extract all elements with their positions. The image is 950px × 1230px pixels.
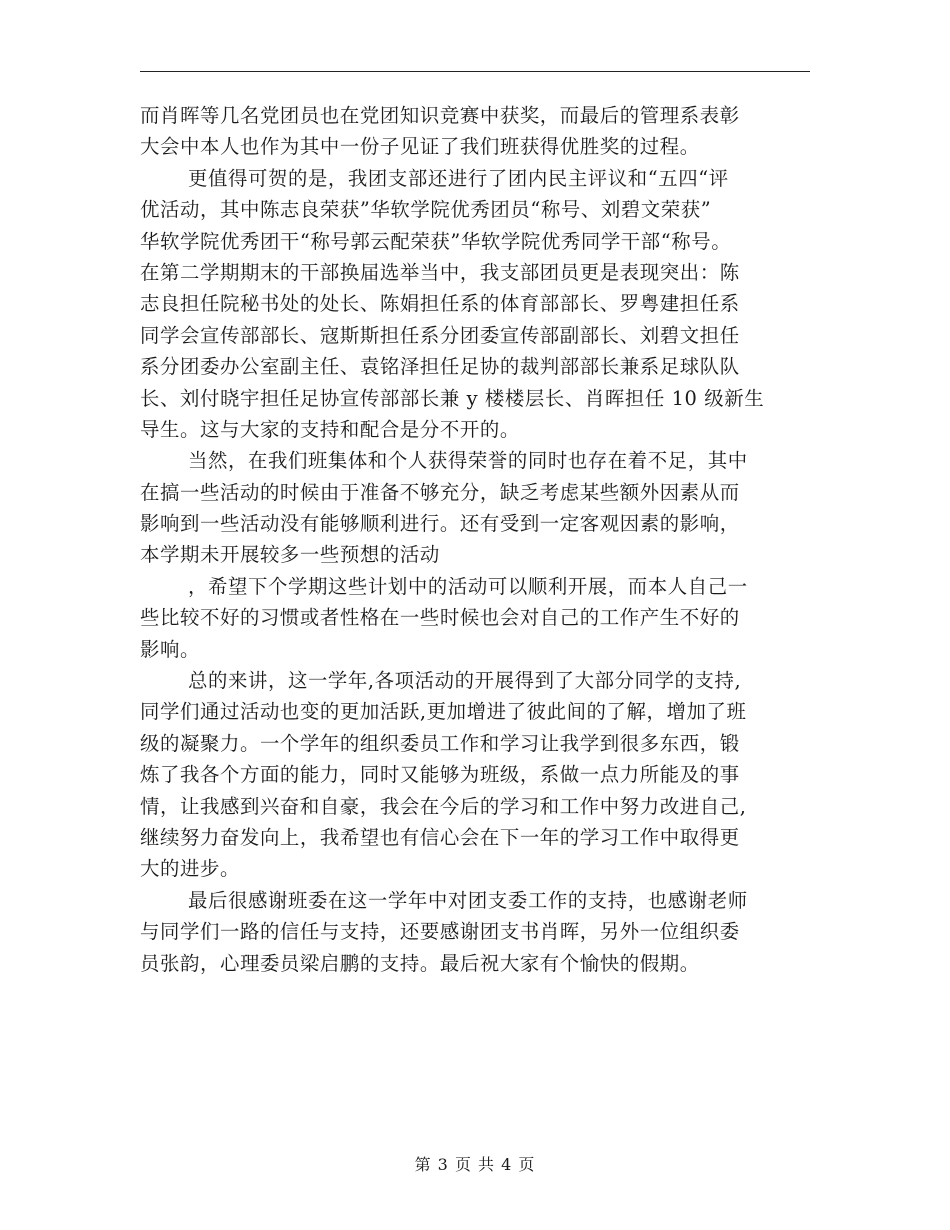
text-line: 炼了我各个方面的能力，同时又能够为班级，系做一点力所能及的事 [140,763,740,787]
page-number-footer: 第 3 页 共 4 页 [414,1155,536,1174]
text-line: 在搞一些活动的时候由于准备不够充分，缺乏考虑某些额外因素从而 [140,480,740,504]
text-line: 长、刘付晓宇担任足协宣传部部长兼 y 楼楼层长、肖晖担任 10 级新生 [140,386,765,410]
paragraph-start: 最后很感谢班委在这一学年中对团支委工作的支持，也感谢老师 [188,888,748,912]
text-line: 些比较不好的习惯或者性格在一些时候也会对自己的工作产生不好的 [140,606,740,630]
text-line: 影响。 [140,637,200,661]
text-line: 华软学院优秀团干“称号郭云配荣获”华软学院优秀同学干部“称号。 [140,229,732,253]
paragraph-start: 当然，在我们班集体和个人获得荣誉的同时也存在着不足，其中 [188,449,748,473]
header-rule [140,71,810,72]
text-line: 而肖晖等几名党团员也在党团知识竞赛中获奖，而最后的管理系表彰 [140,104,740,127]
text-line: 大会中本人也作为其中一份子见证了我们班获得优胜奖的过程。 [140,135,700,159]
document-body [140,100,812,979]
paragraph-start: 更值得可贺的是，我团支部还进行了团内民主评议和“五四“评 [188,166,729,190]
paragraph-start: ，希望下个学期这些计划中的活动可以顺利开展，而本人自己一 [188,574,748,598]
text-line: 在第二学期期末的干部换届选举当中，我支部团员更是表现突出：陈 [140,260,740,284]
text-line: 同学会宣传部部长、寇斯斯担任系分团委宣传部副部长、刘碧文担任 [140,323,740,347]
text-line: 继续努力奋发向上，我希望也有信心会在下一年的学习工作中取得更 [140,825,740,849]
text-line: 导生。这与大家的支持和配合是分不开的。 [140,417,520,441]
paragraph-start: 总的来讲，这一学年,各项活动的开展得到了大部分同学的支持, [188,669,742,693]
text-line: 与同学们一路的信任与支持，还要感谢团支书肖晖，另外一位组织委 [140,920,740,944]
text-line: 同学们通过活动也变的更加活跃,更加增进了彼此间的了解，增加了班 [140,700,747,724]
text-line: 优活动，其中陈志良荣获”华软学院优秀团员“称号、刘碧文荣获” [140,198,712,222]
text-line: 员张韵，心理委员梁启鹏的支持。最后祝大家有个愉快的假期。 [140,951,700,975]
text-line: 志良担任院秘书处的处长、陈娟担任系的体育部部长、罗粤建担任系 [140,292,740,316]
text-line: 大的进步。 [140,857,240,881]
text-line: 系分团委办公室副主任、袁铭泽担任足协的裁判部部长兼系足球队队 [140,355,740,379]
text-line: 本学期未开展较多一些预想的活动 [140,543,440,567]
text-line: 情，让我感到兴奋和自豪，我会在今后的学习和工作中努力改进自己, [140,794,747,818]
text-line: 级的凝聚力。一个学年的组织委员工作和学习让我学到很多东西，锻 [140,731,740,755]
text-line: 影响到一些活动没有能够顺利进行。还有受到一定客观因素的影响， [140,512,740,536]
